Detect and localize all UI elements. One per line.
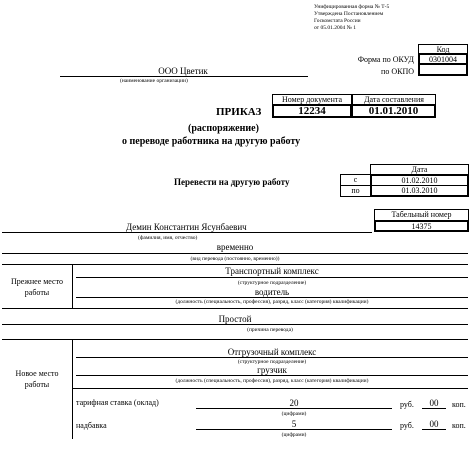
from-label: с [353, 175, 358, 184]
new-label-line2: работы [24, 380, 50, 389]
new-department: Отгрузочный комплекс [227, 347, 317, 357]
rate-label: тарифная ставка (оклад) [76, 398, 159, 407]
to-date-cell [370, 185, 469, 197]
tab-number-cell [374, 220, 469, 232]
employee-name-caption: (фамилия, имя, отчество) [138, 235, 198, 241]
rate-digits-caption: (цифрами) [281, 411, 307, 417]
bonus-kop-value: 00 [429, 419, 439, 429]
doc-date-cell [351, 104, 436, 118]
date-header: Дата [411, 165, 428, 174]
new-department-caption: (структурное подразделение) [237, 359, 307, 365]
previous-department: Транспортный комплекс [225, 266, 319, 276]
doc-number: 12234 [298, 105, 326, 117]
new-position: грузчик [257, 365, 287, 375]
transfer-kind: временно [216, 242, 254, 252]
bonus-rub-label: руб. [400, 421, 414, 430]
bonus-digits-caption: (цифрами) [281, 432, 307, 438]
rate-rub-label: руб. [400, 400, 414, 409]
okpo-cell [418, 64, 468, 76]
form-line-4: от 05.01.2004 № 1 [314, 25, 356, 31]
organization-name: ООО Цветик [158, 66, 208, 76]
organization-caption: (наименование организации) [120, 78, 188, 84]
bonus-kop-label: коп. [452, 421, 466, 430]
previous-position: водитель [254, 287, 290, 297]
doc-date: 01.01.2010 [368, 105, 419, 117]
form-line-3: Госкомстата России [314, 18, 361, 24]
to-date: 01.03.2010 [401, 186, 438, 195]
previous-position-caption: (должность (специальность, профессия), разряд, класс (категория) квалификации) [175, 299, 369, 305]
bonus-value: 5 [291, 419, 297, 429]
okpo-label: по ОКПО [381, 67, 414, 76]
doc-number-cell [272, 104, 352, 118]
reason-value: Простой [218, 314, 252, 324]
order-description: о переводе работника на другую работу [122, 136, 301, 147]
rate-value: 20 [289, 398, 299, 408]
to-label-cell [340, 185, 371, 197]
new-label-line1: Новое место [15, 369, 59, 378]
previous-label-line1: Прежнее место [11, 277, 63, 286]
rate-kop-label: коп. [452, 400, 466, 409]
order-title: ПРИКАЗ [216, 106, 262, 118]
form-line-1: Унифицированная форма № Т-5 [314, 4, 390, 10]
order-subtitle: (распоряжение) [188, 123, 259, 134]
employee-name: Демин Константин Ясунбаевич [126, 222, 247, 232]
tab-number-label: Табельный номер [391, 210, 452, 219]
previous-label-line2: работы [24, 288, 50, 297]
bonus-label: надбавка [76, 421, 107, 430]
transfer-label: Перевести на другую работу [174, 177, 290, 187]
from-date: 01.02.2010 [401, 176, 438, 185]
form-line-2: Утверждена Постановлением [314, 11, 384, 17]
new-position-caption: (должность (специальность, профессия), разряд, класс (категория) квалификации) [175, 378, 369, 384]
transfer-kind-caption: (вид перевода (постоянно, временно)) [190, 256, 280, 262]
doc-date-label: Дата составления [364, 95, 424, 104]
doc-number-label: Номер документа [281, 95, 342, 104]
to-label: по [351, 186, 360, 195]
okud-label: Форма по ОКУД [357, 55, 414, 64]
rate-kop-value: 00 [429, 398, 439, 408]
previous-department-caption: (структурное подразделение) [237, 280, 307, 286]
okud-value: 0301004 [429, 55, 457, 64]
reason-caption: (причина перевода) [247, 327, 293, 333]
kod-label: Код [436, 45, 450, 54]
tab-number: 14375 [411, 222, 432, 231]
